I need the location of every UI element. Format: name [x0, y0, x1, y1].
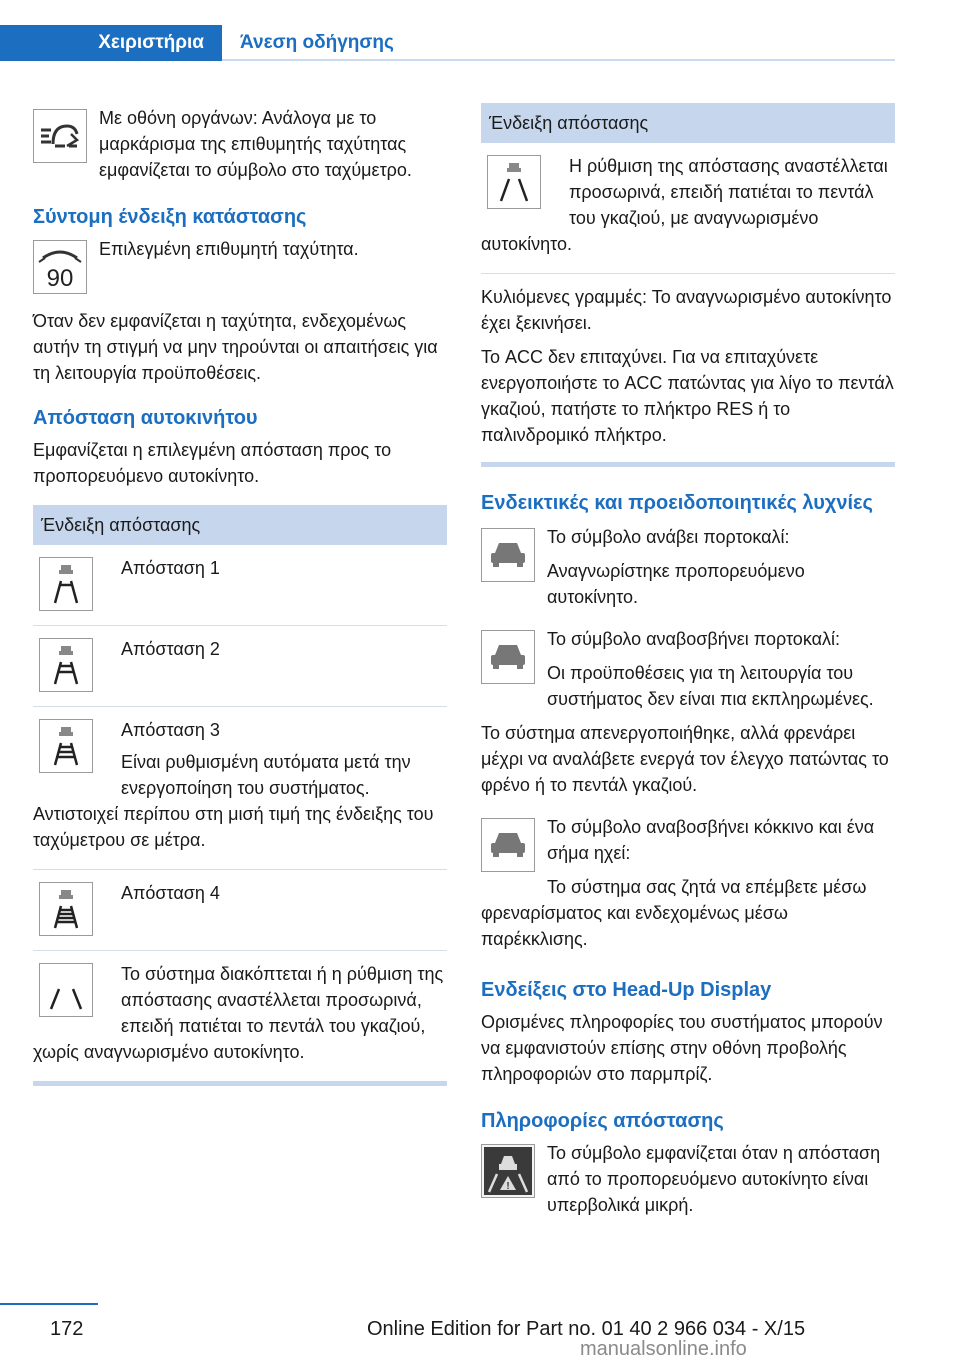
- distance-2-icon: [39, 638, 93, 692]
- lights-heading: Ενδεικτικές και προειδοποιητικές λυχνίες: [481, 492, 873, 514]
- chapter-tab[interactable]: Χειριστήρια: [0, 25, 222, 61]
- distance-1-icon: [39, 557, 93, 611]
- svg-text:!: !: [506, 1181, 510, 1192]
- distance-row-4-label: Απόσταση 4: [121, 883, 220, 903]
- scrolling-lines-text: Κυλιόμενες γραμμές: Το αναγνωρισμένο αυτοκίνητο έχει ξεκινήσει.: [481, 287, 892, 333]
- car-front-icon: [481, 818, 535, 872]
- light-2-block: [481, 626, 895, 720]
- status-paragraph: Όταν δεν εμφανίζεται η ταχύτητα, ενδεχομένως αυτήν τη στιγμή να μην τηρούνται οι απαιτήσεις για τη λειτουργία προϋποθέσεις.: [33, 311, 438, 383]
- lane-lines-icon: [39, 963, 93, 1017]
- distance-row-3-desc: Είναι ρυθμισμένη αυτόματα μετά την ενεργοποίηση του συστήματος. Αντιστοιχεί περίπου στη μισή τιμή της ένδειξης του ταχύμετρου σε μέτρα.: [33, 752, 434, 850]
- header-rule: [222, 59, 895, 61]
- info-block: [481, 1140, 895, 1226]
- distance-heading: Απόσταση αυτοκινήτου: [33, 407, 258, 429]
- acc-text: Το ACC δεν επιταχύνει. Για να επιταχύνετε ενεργοποιήστε το ACC πατώντας για λίγο το πεντάλ γκαζιού, πατήστε το πλήκτρο RES ή το παλινδρομικό πλήκτρο.: [481, 347, 894, 445]
- distance-warning-icon: [481, 1144, 535, 1198]
- distance-row-2: [33, 626, 447, 707]
- status-block: [33, 236, 447, 300]
- intro-block: [33, 105, 447, 191]
- distance-row-5-text: Το σύστημα διακόπτεται ή η ρύθμιση της απόστασης αναστέλλεται προσωρινά, επειδή πατιέται το πεντάλ του γκαζιού, χωρίς αναγνωρισμένο αυτοκίνητο.: [33, 964, 444, 1062]
- light-3-title: Το σύμβολο αναβοσβήνει κόκκινο και ένα σήμα ηχεί:: [547, 817, 875, 863]
- intro-text: Με οθόνη οργάνων: Ανάλογα με το μαρκάρισμα της επιθυμητής ταχύτητας εμφανίζεται το σύμβολο στο ταχύμετρο.: [99, 108, 412, 180]
- right-column: [481, 103, 895, 1226]
- footer-line: [0, 1303, 98, 1305]
- car-lane-icon: [487, 155, 541, 209]
- table-end-rule: [33, 1081, 447, 1086]
- light-2-title: Το σύμβολο αναβοσβήνει πορτοκαλί:: [547, 629, 841, 649]
- light-1-text: Αναγνωρίστηκε προπορευόμενο αυτοκίνητο.: [547, 561, 805, 607]
- right-table-header: Ένδειξη απόστασης: [481, 103, 895, 143]
- car-front-icon: [481, 528, 535, 582]
- light-3-text: Το σύστημα σας ζητά να επέμβετε μέσω φρεναρίσματος και ενδεχομένως μέσω παρέκκλισης.: [481, 877, 867, 949]
- status-text: Επιλεγμένη επιθυμητή ταχύτητα.: [99, 239, 359, 259]
- distance-row-5: [33, 951, 447, 1081]
- right-row-2: [481, 274, 895, 448]
- light-2-paragraph: Το σύστημα απενεργοποιήθηκε, αλλά φρενάρει μέχρι να αναλάβετε ενεργά τον έλεγχο πατώντας το φρένο ή το πεντάλ γκαζιού.: [481, 723, 889, 795]
- page-number: 172: [50, 1318, 84, 1340]
- hud-heading: Ενδείξεις στο Head-Up Display: [481, 979, 772, 1001]
- info-text: Το σύμβολο εμφανίζεται όταν η απόσταση από το προπορευόμενο αυτοκίνητο είναι υπερβολικά μικρή.: [547, 1143, 881, 1215]
- cruise-speedometer-icon: [33, 109, 87, 163]
- distance-row-1: [33, 545, 447, 626]
- distance-row-2-label: Απόσταση 2: [121, 639, 220, 659]
- light-1-block: [481, 524, 895, 618]
- watermark-text: manualsonline.info: [580, 1338, 747, 1360]
- distance-row-3-label: Απόσταση 3: [121, 720, 220, 740]
- distance-row-3: [33, 707, 447, 870]
- right-row-1: [481, 143, 895, 274]
- speed-value-label: 90: [46, 265, 74, 292]
- light-3-block: [481, 814, 895, 960]
- hud-paragraph: Ορισμένες πληροφορίες του συστήματος μπορούν να εμφανιστούν επίσης στην οθόνη προβολής πληροφοριών στο παρμπρίζ.: [481, 1012, 883, 1084]
- distance-row-4: [33, 870, 447, 951]
- distance-row-1-label: Απόσταση 1: [121, 558, 220, 578]
- left-column: [33, 105, 447, 1086]
- status-heading: Σύντομη ένδειξη κατάστασης: [33, 206, 307, 228]
- light-1-title: Το σύμβολο ανάβει πορτοκαλί:: [547, 527, 790, 547]
- info-heading: Πληροφορίες απόστασης: [481, 1110, 724, 1132]
- section-title[interactable]: Άνεση οδήγησης: [240, 32, 394, 53]
- edition-text: Online Edition for Part no. 01 40 2 966 034 - X/15: [367, 1318, 806, 1340]
- distance-table-header: Ένδειξη απόστασης: [33, 505, 447, 545]
- right-row-1-text: Η ρύθμιση της απόστασης αναστέλλεται προσωρινά, επειδή πατιέται το πεντάλ του γκαζιού, με αναγνωρισμένο αυτοκίνητο.: [481, 156, 888, 254]
- speed-90-icon: [33, 240, 87, 294]
- car-front-icon: [481, 630, 535, 684]
- distance-3-icon: [39, 719, 93, 773]
- distance-paragraph: Εμφανίζεται η επιλεγμένη απόσταση προς το προπορευόμενο αυτοκίνητο.: [33, 440, 392, 486]
- distance-4-icon: [39, 882, 93, 936]
- page-header: [0, 25, 895, 61]
- light-2-text: Οι προϋποθέσεις για τη λειτουργία του συστήματος δεν είναι πια εκπληρωμένες.: [547, 663, 874, 709]
